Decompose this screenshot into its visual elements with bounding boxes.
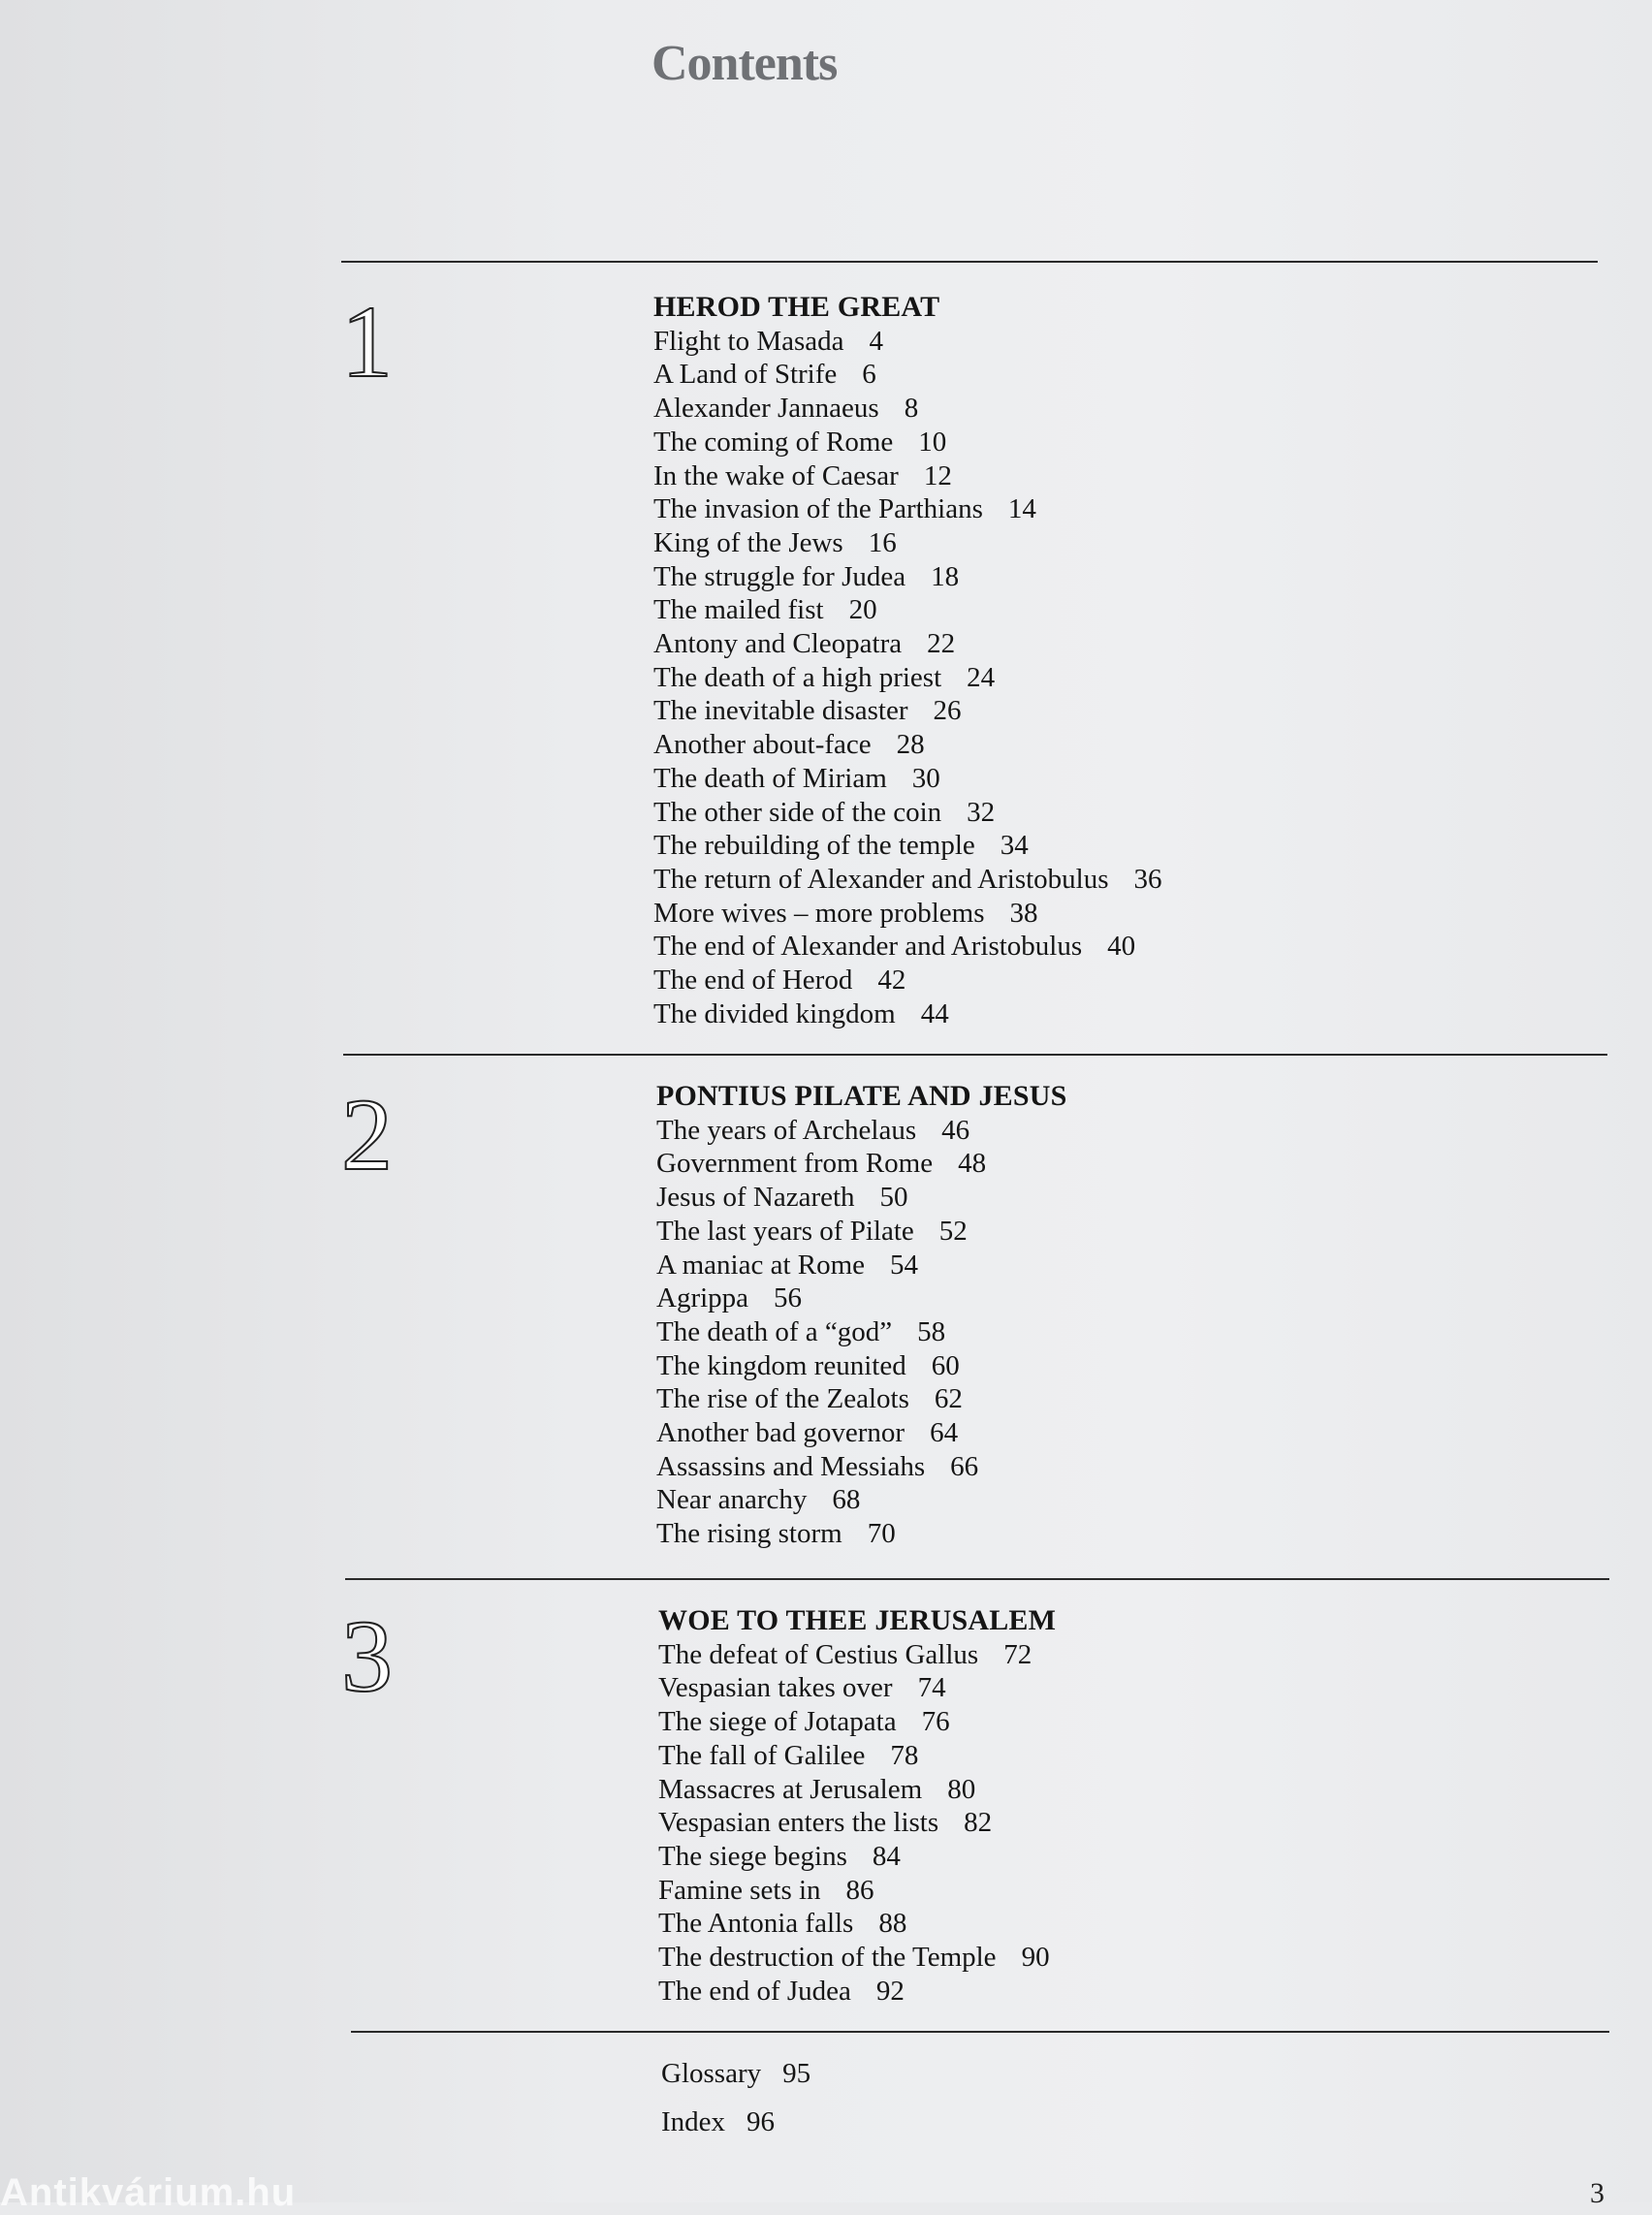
entry-page: 72 — [1003, 1638, 1032, 1670]
entry-page: 60 — [931, 1349, 960, 1381]
entry-title: Famine sets in — [658, 1874, 821, 1906]
toc-entry — [656, 1147, 1067, 1181]
toc-entry — [653, 526, 1162, 560]
entry-page: 30 — [911, 762, 940, 794]
entry-title: The end of Alexander and Aristobulus — [653, 931, 1083, 963]
toc-entry — [658, 1874, 1056, 1908]
toc-entry — [656, 1450, 1067, 1484]
entry-title: The kingdom reunited — [656, 1349, 906, 1381]
entry-page: 70 — [867, 1518, 896, 1550]
toc-entry — [653, 593, 1162, 627]
toc-entry — [653, 358, 1162, 392]
section-divider — [343, 1054, 1607, 1056]
page-number: 3 — [1590, 2177, 1604, 2209]
toc-entry — [656, 1315, 1067, 1349]
toc-entry — [656, 1517, 1067, 1551]
entry-page: 50 — [879, 1182, 908, 1214]
entry-title: Assassins and Messiahs — [656, 1450, 926, 1482]
toc-entry — [658, 1806, 1056, 1840]
toc-entry — [653, 930, 1162, 964]
entry-page: 96 — [747, 2106, 776, 2137]
entry-page: 10 — [918, 426, 947, 458]
section-numeral: 3 — [341, 1599, 393, 1713]
entry-title: The death of Miriam — [653, 762, 887, 794]
entry-title: Near anarchy — [656, 1484, 808, 1516]
toc-entry — [653, 694, 1162, 728]
entry-title: The end of Judea — [658, 1975, 851, 2007]
entry-page: 16 — [868, 526, 897, 558]
toc-entry — [653, 560, 1162, 594]
entry-page: 66 — [950, 1450, 979, 1482]
entry-title: The destruction of the Temple — [658, 1942, 997, 1974]
entry-page: 74 — [917, 1672, 946, 1704]
entry-page: 88 — [878, 1908, 907, 1940]
toc-entry — [656, 1416, 1067, 1450]
entry-title: The divided kingdom — [653, 997, 896, 1029]
entry-title: Another bad governor — [656, 1417, 905, 1449]
toc-entry — [653, 997, 1162, 1031]
toc-entry — [656, 1483, 1067, 1517]
entry-title: The end of Herod — [653, 965, 853, 997]
entry-page: 40 — [1107, 931, 1136, 963]
entry-page: 80 — [947, 1773, 976, 1805]
entry-title: Government from Rome — [656, 1148, 934, 1180]
toc-entry — [658, 1941, 1056, 1975]
section-heading: PONTIUS PILATE AND JESUS — [656, 1080, 1067, 1112]
entry-title: The inevitable disaster — [653, 695, 908, 727]
entry-page: 42 — [877, 965, 906, 997]
toc-entry — [658, 1638, 1056, 1672]
entry-title: Flight to Masada — [653, 325, 844, 357]
entry-title: Agrippa — [656, 1282, 749, 1314]
section-herod — [653, 291, 1162, 1030]
entry-page: 28 — [896, 729, 925, 761]
entry-page: 92 — [875, 1975, 905, 2007]
entry-page: 48 — [958, 1148, 987, 1180]
toc-entry — [658, 1975, 1056, 2009]
section-heading: HEROD THE GREAT — [653, 291, 940, 323]
toc-entry — [653, 325, 1162, 359]
toc-entry — [653, 728, 1162, 762]
entry-page: 14 — [1007, 493, 1036, 525]
entry-page: 44 — [920, 997, 949, 1029]
entry-page: 4 — [869, 325, 884, 357]
toc-entry — [658, 1907, 1056, 1941]
entry-title: The fall of Galilee — [658, 1739, 866, 1771]
entry-title: The mailed fist — [653, 594, 824, 626]
entry-page: 18 — [931, 560, 960, 592]
entry-page: 20 — [848, 594, 877, 626]
back-matter-glossary — [661, 2058, 810, 2090]
entry-title: The death of a high priest — [653, 661, 942, 693]
toc-entry — [656, 1282, 1067, 1315]
toc-entry — [653, 829, 1162, 863]
entry-page: 46 — [941, 1114, 970, 1146]
entry-page: 82 — [964, 1807, 993, 1839]
entry-page: 6 — [862, 359, 876, 391]
section-divider — [341, 261, 1598, 263]
entry-title: The Antonia falls — [658, 1908, 854, 1940]
entry-title: Massacres at Jerusalem — [658, 1773, 923, 1805]
toc-entry — [658, 1739, 1056, 1773]
entry-list — [653, 325, 1162, 1031]
entry-title: Another about-face — [653, 729, 872, 761]
section-divider — [351, 2031, 1609, 2033]
section-numeral: 2 — [341, 1078, 393, 1191]
entry-title: Index — [661, 2106, 726, 2137]
entry-page: 36 — [1133, 863, 1162, 895]
entry-page: 32 — [967, 796, 996, 828]
entry-page: 54 — [890, 1249, 919, 1281]
entry-page: 86 — [845, 1874, 874, 1906]
entry-title: A maniac at Rome — [656, 1249, 866, 1281]
toc-entry — [653, 492, 1162, 526]
entry-page: 84 — [872, 1840, 901, 1872]
toc-entry — [658, 1705, 1056, 1739]
entry-page: 78 — [890, 1739, 919, 1771]
entry-page: 24 — [967, 661, 996, 693]
entry-page: 95 — [782, 2058, 811, 2089]
entry-title: The rise of the Zealots — [656, 1383, 909, 1415]
entry-page: 34 — [1000, 830, 1029, 862]
toc-entry — [658, 1773, 1056, 1807]
section-divider — [345, 1578, 1609, 1580]
entry-title: The last years of Pilate — [656, 1215, 914, 1247]
entry-title: King of the Jews — [653, 526, 843, 558]
entry-page: 58 — [917, 1315, 946, 1347]
toc-entry — [656, 1249, 1067, 1282]
toc-entry — [658, 1671, 1056, 1705]
section-numeral: 1 — [341, 285, 393, 398]
toc-entry — [653, 627, 1162, 661]
entry-page: 68 — [832, 1484, 861, 1516]
toc-entry — [653, 459, 1162, 493]
entry-page: 8 — [904, 393, 919, 425]
entry-title: The invasion of the Parthians — [653, 493, 983, 525]
toc-entry — [656, 1382, 1067, 1416]
entry-title: The siege of Jotapata — [658, 1706, 897, 1738]
toc-entry — [653, 863, 1162, 897]
entry-list — [658, 1638, 1056, 2009]
entry-title: Antony and Cleopatra — [653, 628, 903, 660]
toc-entry — [658, 1840, 1056, 1874]
entry-page: 22 — [927, 628, 956, 660]
entry-title: The other side of the coin — [653, 796, 942, 828]
entry-title: The coming of Rome — [653, 426, 894, 458]
entry-title: The struggle for Judea — [653, 560, 906, 592]
entry-page: 52 — [938, 1215, 968, 1247]
toc-entry — [653, 964, 1162, 997]
entry-title: The siege begins — [658, 1840, 847, 1872]
entry-title: The return of Alexander and Aristobulus — [653, 863, 1109, 895]
entry-page: 62 — [934, 1383, 963, 1415]
entry-page: 26 — [933, 695, 962, 727]
entry-page: 76 — [921, 1706, 950, 1738]
page-title: Contents — [651, 36, 838, 91]
section-jerusalem — [658, 1604, 1056, 2008]
toc-entry — [656, 1215, 1067, 1249]
entry-title: Vespasian takes over — [658, 1672, 893, 1704]
entry-page: 56 — [774, 1282, 803, 1314]
entry-title: Vespasian enters the lists — [658, 1807, 939, 1839]
entry-list — [656, 1114, 1067, 1551]
entry-title: Glossary — [661, 2058, 762, 2089]
toc-entry — [653, 762, 1162, 796]
toc-entry — [656, 1114, 1067, 1148]
entry-title: The rising storm — [656, 1518, 842, 1550]
entry-title: Jesus of Nazareth — [656, 1182, 855, 1214]
entry-title: A Land of Strife — [653, 359, 838, 391]
entry-title: In the wake of Caesar — [653, 459, 899, 491]
entry-title: More wives – more problems — [653, 897, 985, 929]
entry-page: 64 — [930, 1417, 959, 1449]
entry-page: 12 — [923, 459, 952, 491]
toc-entry — [653, 392, 1162, 426]
entry-title: The death of a “god” — [656, 1315, 893, 1347]
toc-entry — [653, 426, 1162, 459]
toc-entry — [653, 796, 1162, 830]
toc-entry — [656, 1349, 1067, 1383]
back-matter-index — [661, 2106, 775, 2138]
entry-title: The years of Archelaus — [656, 1114, 917, 1146]
toc-entry — [653, 897, 1162, 931]
entry-page: 38 — [1009, 897, 1038, 929]
entry-title: The defeat of Cestius Gallus — [658, 1638, 979, 1670]
entry-title: Alexander Jannaeus — [653, 393, 879, 425]
entry-page: 90 — [1021, 1942, 1050, 1974]
section-heading: WOE TO THEE JERUSALEM — [658, 1604, 1057, 1636]
entry-title: The rebuilding of the temple — [653, 830, 975, 862]
watermark: Antikvárium.hu — [0, 2171, 297, 2214]
section-pilate — [656, 1080, 1067, 1551]
toc-entry — [656, 1181, 1067, 1215]
toc-entry — [653, 661, 1162, 695]
